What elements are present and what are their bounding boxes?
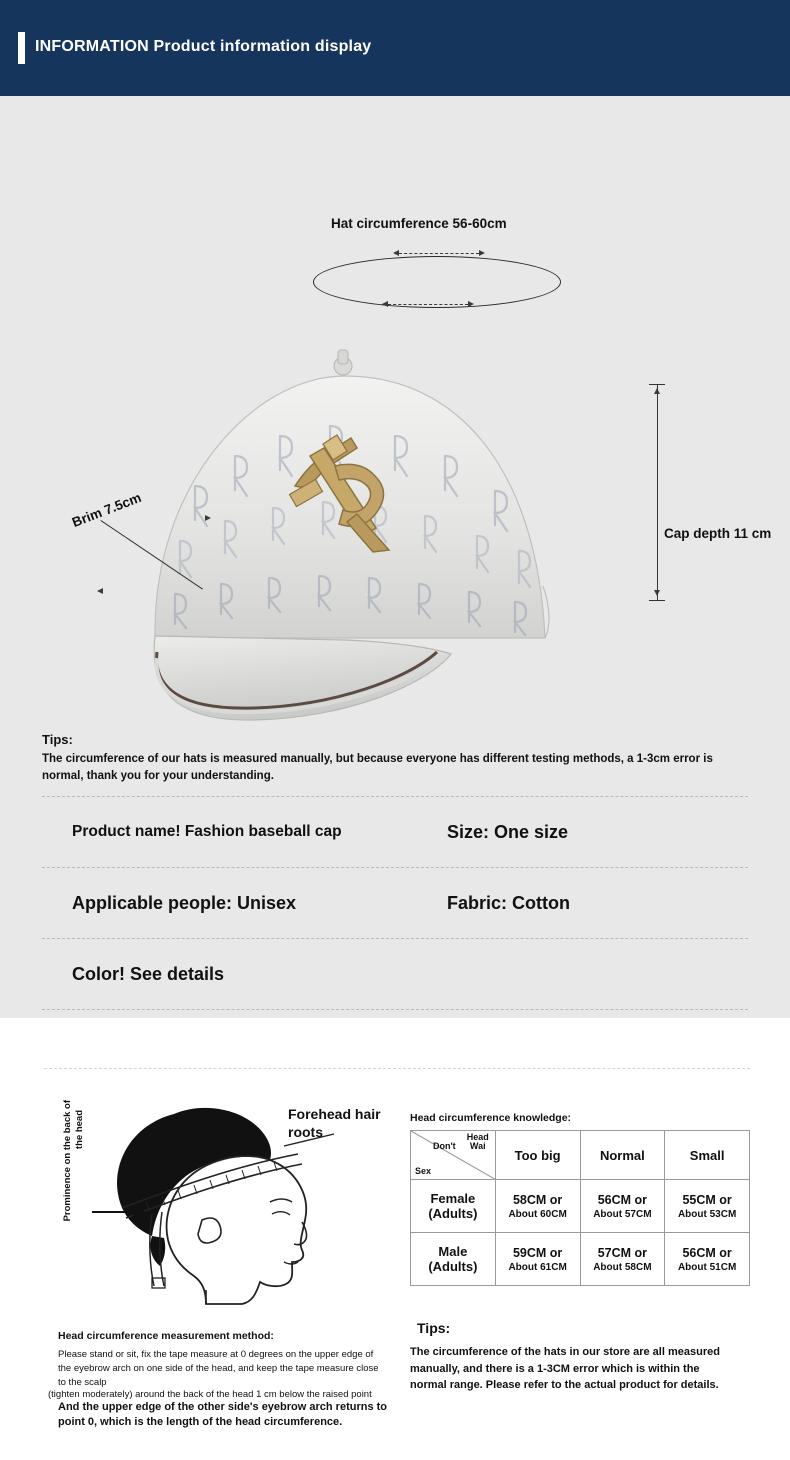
bottom-tips-title: Tips: <box>417 1320 451 1336</box>
tips-block <box>42 732 748 784</box>
header-accent-bar <box>18 32 25 64</box>
measurement-method-title: Head circumference measurement method: <box>58 1330 274 1342</box>
cap-depth-arrow-up <box>654 388 660 394</box>
bottom-divider <box>44 1068 750 1069</box>
cap-svg <box>95 336 615 726</box>
cell-female-normal: 56CM or About 57CM <box>580 1180 665 1233</box>
cap-depth-arrow-down <box>654 590 660 596</box>
cell-male-too-big: 59CM or About 61CM <box>495 1233 580 1286</box>
spec-applicable-people: Applicable people: Unisex <box>72 892 297 913</box>
table-row <box>411 1233 750 1286</box>
cell-female-too-big: 58CM or About 60CM <box>495 1180 580 1233</box>
ellipse-top-arrow-right <box>479 250 485 256</box>
tips-title: Tips: <box>42 732 73 747</box>
head-size-table <box>410 1130 750 1286</box>
row-label-female: Female (Adults) <box>411 1180 496 1233</box>
spec-row <box>42 939 748 1009</box>
brim-arrow-left <box>97 588 103 594</box>
table-col-small: Small <box>665 1131 750 1180</box>
back-of-head-label-line2: the head <box>74 1110 85 1150</box>
table-col-too-big: Too big <box>495 1131 580 1180</box>
corner-mid-label: Don't <box>433 1141 456 1151</box>
measurement-method-body: Please stand or sit, fix the tape measure at 0 degrees on the upper edge of the eyebrow arch on one side of the head, and keep the tape measure close to the scalp <box>58 1349 379 1388</box>
ellipse-bottom-arrow-right <box>468 301 474 307</box>
table-corner-cell <box>411 1131 496 1180</box>
cell-female-small: 55CM or About 53CM <box>665 1180 750 1233</box>
brim-label: Brim 7.5cm <box>70 489 144 531</box>
row-label-male: Male (Adults) <box>411 1233 496 1286</box>
ellipse-shape <box>313 256 561 308</box>
spec-color: Color! See details <box>72 963 225 984</box>
ellipse-bottom-arrow-left <box>382 301 388 307</box>
tips-body: The circumference of our hats is measured manually, but because everyone has different testing methods, a 1-3cm error is normal, thank you for your understanding. <box>42 753 713 782</box>
cap-depth-line <box>657 384 658 600</box>
ellipse-top-dash <box>399 253 479 254</box>
page-title: INFORMATION Product information display <box>35 38 372 55</box>
cell-male-normal: 57CM or About 58CM <box>580 1233 665 1286</box>
ellipse-bottom-dash <box>388 304 468 305</box>
cap-depth-top-cap <box>649 384 665 385</box>
hat-circumference-label: Hat circumference 56-60cm <box>331 216 507 231</box>
spec-divider <box>42 1009 748 1010</box>
spec-fabric: Fabric: Cotton <box>447 892 570 913</box>
measurement-method-body-2: (tighten moderately) around the back of the head 1 cm below the raised point <box>48 1389 372 1400</box>
ellipse-top-arrow-left <box>393 250 399 256</box>
forehead-hair-roots-label: Forehead hair roots <box>288 1106 381 1140</box>
corner-sex-label: Sex <box>415 1166 432 1176</box>
table-col-normal: Normal <box>580 1131 665 1180</box>
cap-depth-label: Cap depth 11 cm <box>664 526 772 541</box>
measurement-method-body-3: And the upper edge of the other side's eyebrow arch returns to point 0, which is the length of the head circumference. <box>58 1401 388 1429</box>
brim-arrow-right <box>205 515 211 521</box>
corner-head-label: Head Wai <box>466 1132 489 1152</box>
page-header <box>0 0 790 96</box>
bottom-tips-body: The circumference of the hats in our store are all measured manually, and there is a 1-3CM error which is within the normal range. Please refer to the actual product for details. <box>410 1346 720 1391</box>
baseball-cap-illustration <box>95 336 615 726</box>
table-row <box>411 1180 750 1233</box>
spec-table <box>42 796 748 1010</box>
back-of-head-label-line1: Prominence on the back of <box>62 1100 73 1222</box>
hat-circumference-diagram <box>313 248 563 318</box>
cap-depth-bottom-cap <box>649 600 665 601</box>
spec-size: Size: One size <box>447 821 569 842</box>
spec-row <box>42 868 748 938</box>
cell-male-small: 56CM or About 51CM <box>665 1233 750 1286</box>
table-header-row <box>411 1131 750 1180</box>
spec-row <box>42 797 748 867</box>
spec-product-name: Product name! Fashion baseball cap <box>72 823 342 840</box>
head-circumference-knowledge-title: Head circumference knowledge: <box>410 1112 572 1124</box>
product-diagram-panel <box>0 96 790 1018</box>
